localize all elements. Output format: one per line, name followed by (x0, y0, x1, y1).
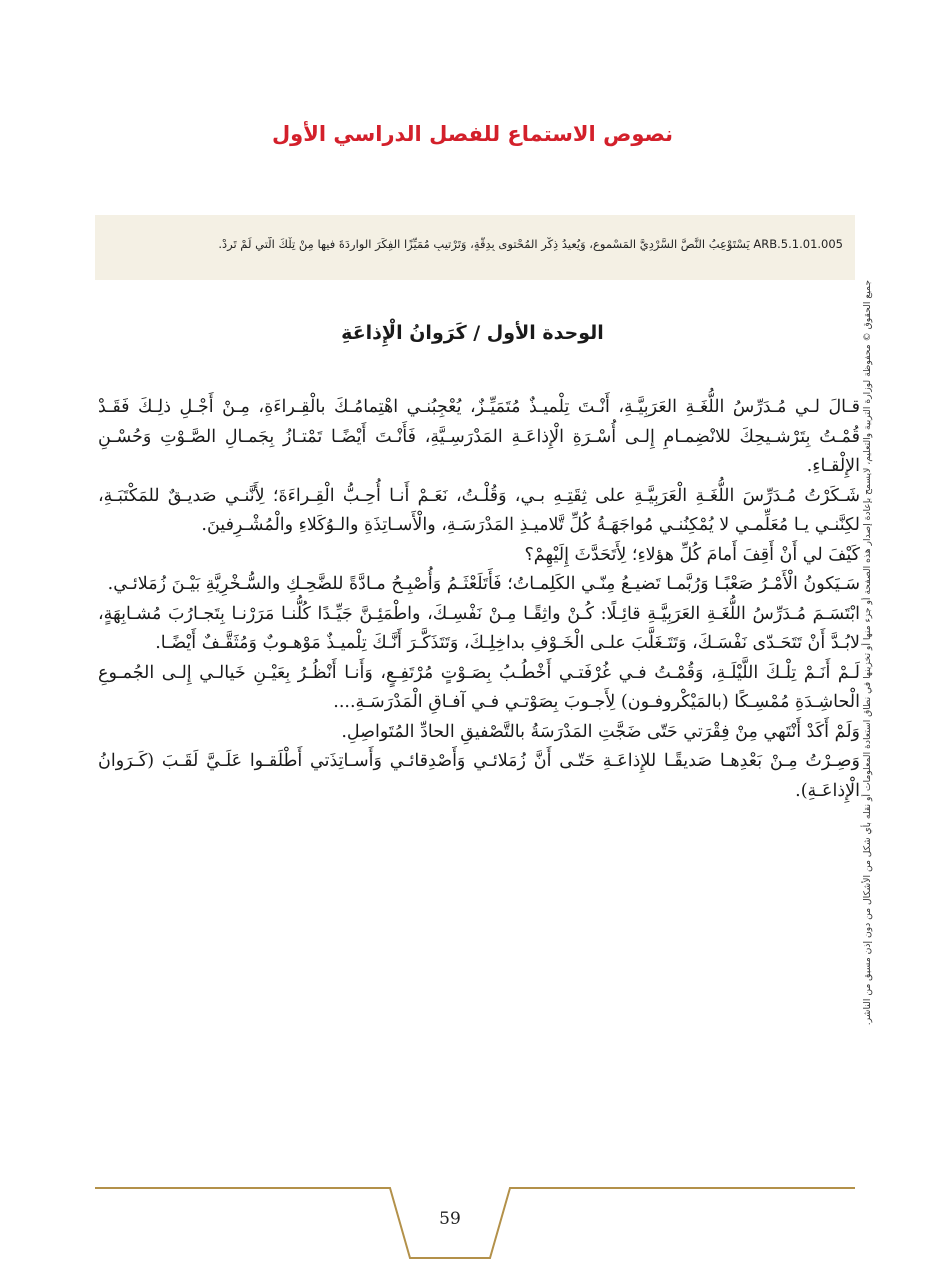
paragraph: قـالَ لـي مُـدَرِّسُ اللُّغَـةِ العَرَبِيَّـةِ، أَنْـتَ تِلْميـذٌ مُتَمَيِّـزٌ، يُعْجِبُنـي اهْتِمامُـكَ بالْقِـراءَةِ، مِـنْ أَجْـلِ ذلِـكَ فَقَـدْ قُمْـتُ بِتَرْشـيحِكَ للانْضِمـامِ إِلـى أُسْـرَةِ الْإِذاعَـةِ المَدْرَسِـيَّةِ، فَأَنْـتَ أَيْضًـا تَمْتـازُ بِجَمـالِ الصَّـوْتِ وَحُسْـنِ الإِلْقـاءِ. (98, 397, 860, 476)
paragraph: شَـكَرْتُ مُـدَرِّسَ اللُّغَـةِ الْعَرَبِيَّـةِ على ثِقَتِـهِ بـي، وَقُلْـتُ، نَعَـمْ أَنـا أُحِـبُّ الْقِـراءَةَ؛ لِأَنَّنـي صَديـقٌ للمَكْتَبَـةِ، لكِنَّنـي يـا مُعَلِّمـي لا يُمْكِنُنـي مُواجَهَـةُ كُلِّ تَّلاميـذِ المَدْرَسَـةِ، والْأَسـاتِذَةِ والـوُكَلاءِ والْمُشْـرِفينَ. (98, 485, 860, 535)
paragraph: وَصِـرْتُ مِـنْ بَعْدِهـا صَديقًـا للإِذاعَـةِ حَتّـى أَنَّ زُمَلائـي وَأَصْدِقائـي وَأَسـاتِذَتي أَطْلَقـوا عَلَـيَّ لَقَـبَ (كَـرَوانُ الْإِذاعَـةِ). (98, 751, 860, 801)
page-title: نصوص الاستماع للفصل الدراسي الأول (271, 122, 674, 146)
unit-heading: الوحدة الأول / كَرَوانُ الْإِذاعَةِ (341, 322, 604, 344)
outcome-code: ARB.5.1.01.005 (753, 237, 843, 251)
copyright-notice: جميع الحقوق © محفوظة لوزارة التربية والتعليم، لايسمح بإعادة إصدار هذه الصفحة أو جزء منها أو تخزينها في نطاق استعادة المعلومات أو نقله بأي شكل من الأشكال من دون إذن مسبق من الناشر. (862, 280, 873, 1026)
paragraph: سَـيَكونُ الْأَمْـرُ صَعْبًـا وَرُبَّمـا تَضيـعُ مِنّـي الكَلِمـاتُ؛ فَأَتَلَعْثَـمُ وَأُصْبِـحُ مـادَّةً للضَّحِـكِ والسُّـخْرِيَّةِ بَيْـنَ زُمَلائـي. (107, 574, 860, 594)
learning-outcome (107, 237, 843, 251)
paragraph: ابْتَسَـمَ مُـدَرِّسُ اللُّغَـةِ العَرَبِيَّـةِ قائِـلًا: كُـنْ واثِقًـا مِـنْ نَفْسِـكَ، واطْمَئِـنَّ جَيِّـدًا كُلُّنـا مَرَرْنـا بِتَجـارُبَ مُشـابِهَةٍ، لابُـدَّ أَنْ تَتَحَـدّى نَفْسَـكَ، وَتَتَـغَلَّبَ علـى الْخَـوْفِ بداخِلِـكَ، وَتَتَذَكَّـرَ أَنَّـكَ تِلْميـذٌ مَوْهـوبٌ وَمُثَقَّـفٌ أَيْضًـا. (98, 603, 860, 653)
paragraph: لَـمْ أَنَـمْ تِلْـكَ اللَّيْلَـةِ، وَقُمْـتُ فـي غُرْفَتـي أَخْطُـبُ بِصَـوْتٍ مُرْتَفِـعٍ، وَأَنـا أَنْظُـرُ بِعَيْـنِ خَيالـي إِلـى الجُمـوعِ الْحاشِـدَةِ مُمْسِـكًا (بالمَيْكْروفـون) لِأَجـوبَ بِصَوْتـي فـي آفـاقِ الْمَدْرَسَـةِ.... (98, 662, 860, 712)
learning-outcome-banner (95, 215, 855, 280)
page-number: 59 (439, 1209, 461, 1229)
outcome-text: يَسْتَوْعِبُ النَّصَّ السَّرْدِيَّ المَسْموع، وَيُعيدُ ذِكْرِ المُحْتوى بِدِقَّةٍ، وَتَرْتيبِ مُمَيِّزًا الفِكَرَ الوارِدَةَ فيها مِنْ تِلْكَ الَّتي لَمْ تَرِدْ. (218, 237, 750, 251)
paragraph: كَيْفَ لي أَنْ أَقِفَ أَمامَ كُلِّ هؤلاءِ؛ لِأَتَحَدَّثَ إِلَيْهِمْ؟ (524, 544, 860, 565)
listening-text (98, 393, 860, 806)
paragraph: وَلَمْ أَكَدْ أَنْتَهي مِنْ فِقْرَتي حَتّى ضَجَّتِ المَدْرَسَةُ بالتَّصْفيقِ الحادِّ المُتَواصِلِ. (341, 721, 860, 742)
